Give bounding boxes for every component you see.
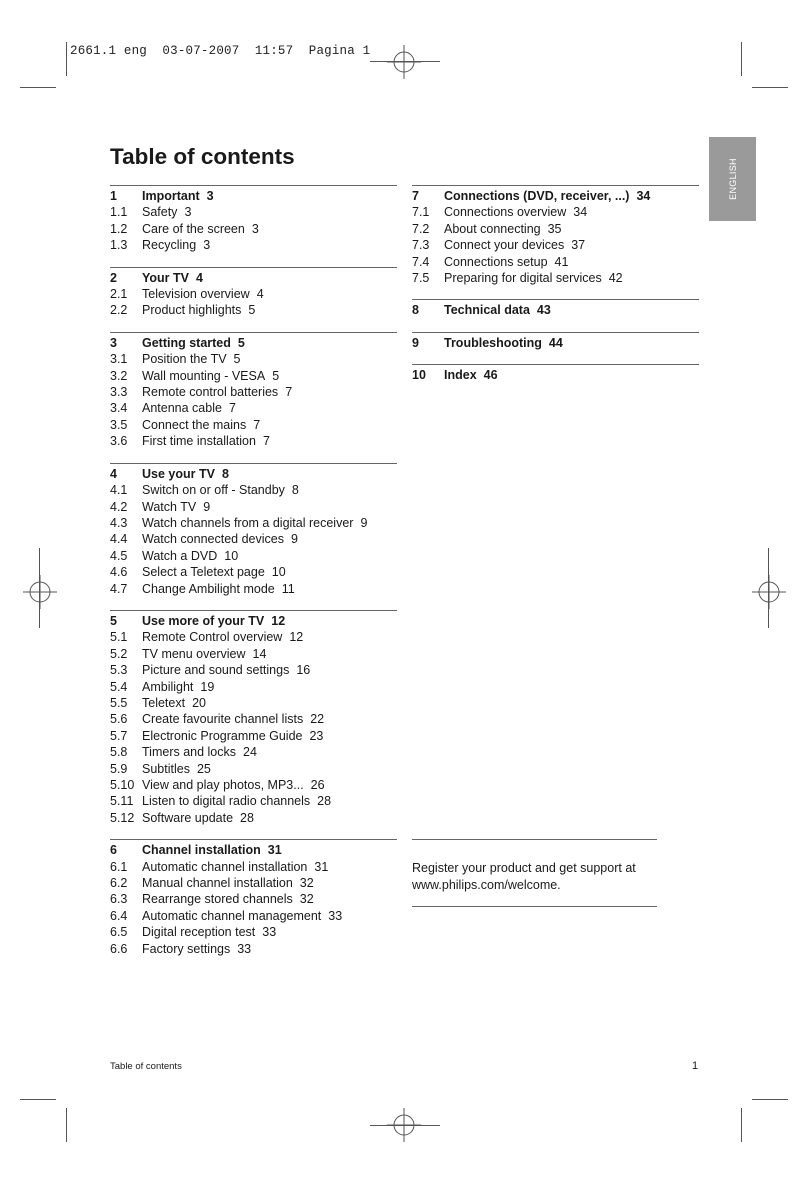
toc-item-number: 5.11 (110, 794, 134, 809)
toc-item-row[interactable] (110, 728, 397, 744)
toc-item-title: Watch channels from a digital receiver (142, 515, 354, 530)
toc-item-title: Timers and locks (142, 745, 237, 760)
toc-item-number: 3.5 (110, 417, 128, 432)
crop-mark (66, 1108, 67, 1142)
toc-item-page: 32 (299, 876, 314, 891)
toc-item-page: 9 (203, 499, 211, 514)
toc-item-page: 42 (608, 271, 623, 286)
toc-chapter-row[interactable] (110, 270, 397, 286)
toc-item-page: 34 (573, 205, 588, 220)
toc-item-number: 7.1 (412, 205, 430, 220)
toc-item-title: Create favourite channel lists (142, 712, 304, 727)
toc-item-page: 33 (262, 925, 277, 940)
toc-section (110, 332, 397, 450)
toc-item-page: 35 (547, 221, 562, 236)
toc-chapter-row[interactable] (110, 613, 397, 629)
toc-item-number: 7.3 (412, 238, 430, 253)
toc-item-page: 37 (571, 238, 586, 253)
toc-item-title: First time installation (142, 434, 256, 449)
toc-chapter-page: 44 (548, 335, 563, 350)
toc-chapter-number: 6 (110, 843, 117, 858)
toc-item-number: 6.5 (110, 925, 128, 940)
toc-item-row[interactable] (110, 629, 397, 645)
toc-item-title: Select a Teletext page (142, 565, 265, 580)
toc-section (412, 299, 699, 318)
toc-item-row[interactable] (110, 368, 397, 384)
toc-item-row[interactable] (110, 433, 397, 449)
toc-item-page: 9 (360, 515, 368, 530)
toc-item-page: 11 (281, 581, 295, 596)
toc-item-row[interactable] (110, 581, 397, 597)
toc-item-row[interactable] (412, 221, 699, 237)
toc-item-row[interactable] (110, 793, 397, 809)
toc-item-number: 4.7 (110, 581, 128, 596)
toc-item-number: 4.4 (110, 532, 128, 547)
toc-item-page: 3 (203, 238, 211, 253)
toc-chapter-title: Technical data (444, 303, 530, 318)
toc-item-row[interactable] (110, 417, 397, 433)
toc-item-number: 1.3 (110, 238, 128, 253)
toc-item-row[interactable] (110, 384, 397, 400)
toc-chapter-row[interactable] (412, 302, 699, 318)
toc-item-row[interactable] (110, 204, 397, 220)
toc-item-page: 7 (253, 417, 261, 432)
toc-item-page: 4 (256, 287, 264, 302)
toc-item-title: Automatic channel management (142, 908, 322, 923)
toc-item-page: 8 (291, 483, 299, 498)
toc-chapter-number: 3 (110, 335, 117, 350)
toc-item-number: 5.9 (110, 761, 128, 776)
toc-item-title: Connections overview (444, 205, 567, 220)
toc-item-row[interactable] (412, 254, 699, 270)
toc-chapter-page: 12 (271, 613, 286, 628)
toc-item-row[interactable] (110, 237, 397, 253)
toc-item-row[interactable] (110, 875, 397, 891)
toc-chapter-page: 4 (196, 270, 203, 285)
toc-item-page: 7 (285, 385, 293, 400)
toc-item-number: 4.5 (110, 548, 128, 563)
toc-item-page: 20 (192, 695, 206, 710)
toc-item-page: 9 (290, 532, 298, 547)
toc-item-number: 3.3 (110, 385, 128, 400)
toc-chapter-page: 34 (636, 189, 651, 203)
toc-item-title: Connect your devices (444, 238, 565, 253)
toc-item-title: Preparing for digital services (444, 271, 602, 286)
toc-item-page: 22 (310, 712, 325, 727)
toc-chapter-title: Important (142, 189, 200, 203)
toc-item-row[interactable] (110, 908, 397, 924)
toc-item-title: Watch a DVD (142, 548, 218, 563)
crop-mark (741, 42, 742, 76)
toc-chapter-title: Connections (DVD, receiver, ...) (444, 189, 630, 203)
registration-mark-icon (387, 45, 421, 79)
crop-mark (66, 42, 67, 76)
toc-item-title: Remote Control overview (142, 630, 283, 645)
toc-item-row[interactable] (412, 270, 699, 286)
toc-item-page: 10 (271, 565, 286, 580)
toc-item-page: 25 (196, 761, 211, 776)
toc-item-row[interactable] (110, 286, 397, 302)
toc-chapter-title: Troubleshooting (444, 335, 542, 350)
toc-section (110, 267, 397, 319)
toc-item-page: 12 (289, 630, 304, 645)
toc-item-number: 5.4 (110, 679, 128, 694)
crop-mark (768, 548, 769, 628)
toc-section (412, 364, 699, 383)
toc-chapter-title: Use your TV (142, 466, 215, 481)
toc-section (110, 610, 397, 826)
toc-chapter-page: 43 (536, 303, 551, 318)
toc-item-number: 6.4 (110, 908, 128, 923)
toc-item-number: 5.1 (110, 630, 128, 645)
toc-item-number: 6.3 (110, 892, 128, 907)
registration-mark-icon (23, 575, 57, 609)
toc-item-number: 4.3 (110, 515, 128, 530)
toc-item-number: 6.1 (110, 859, 128, 874)
crop-mark (20, 1099, 56, 1100)
toc-section (110, 185, 397, 254)
toc-chapter-page: 46 (483, 368, 498, 383)
toc-section (110, 463, 397, 597)
crop-mark (741, 1108, 742, 1142)
toc-item-title: Software update (142, 810, 234, 825)
toc-section (110, 839, 397, 957)
toc-item-title: Connect the mains (142, 417, 247, 432)
toc-item-number: 4.2 (110, 499, 128, 514)
toc-chapter-title: Your TV (142, 270, 189, 285)
toc-item-title: TV menu overview (142, 646, 246, 661)
toc-item-page: 14 (252, 646, 267, 661)
toc-item-number: 4.6 (110, 565, 128, 580)
toc-item-title: Television overview (142, 287, 250, 302)
toc-item-row[interactable] (412, 204, 699, 220)
toc-item-number: 2.1 (110, 287, 128, 302)
toc-chapter-page: 8 (221, 466, 229, 481)
toc-item-row[interactable] (110, 777, 397, 793)
toc-item-title: Manual channel installation (142, 876, 293, 891)
toc-item-row[interactable] (110, 744, 397, 760)
crop-mark (370, 61, 440, 62)
toc-item-title: Wall mounting - VESA (142, 368, 266, 383)
toc-item-number: 5.6 (110, 712, 128, 727)
toc-item-number: 3.2 (110, 368, 128, 383)
toc-item-row[interactable] (110, 761, 397, 777)
crop-mark (370, 1125, 440, 1126)
footer-section-name: Table of contents (110, 1061, 182, 1072)
toc-item-number: 5.3 (110, 663, 128, 678)
toc-item-page: 3 (251, 221, 259, 236)
toc-item-row[interactable] (110, 662, 397, 678)
footer-page-number: 1 (692, 1060, 699, 1072)
toc-item-title: Connections setup (444, 254, 548, 269)
toc-item-page: 26 (310, 778, 325, 792)
toc-item-page: 41 (554, 254, 569, 269)
toc-chapter-number: 1 (110, 189, 117, 203)
toc-item-row[interactable] (110, 646, 397, 662)
toc-item-number: 3.4 (110, 401, 128, 416)
toc-item-row[interactable] (110, 695, 397, 711)
toc-left-column (110, 185, 397, 970)
toc-item-title: Ambilight (142, 679, 194, 694)
toc-item-title: Automatic channel installation (142, 859, 308, 874)
toc-item-page: 5 (233, 352, 241, 367)
toc-item-number: 7.2 (412, 221, 430, 236)
toc-item-title: About connecting (444, 221, 541, 236)
toc-item-title: Safety (142, 205, 178, 220)
toc-item-title: Remote control batteries (142, 385, 279, 400)
toc-chapter-number: 4 (110, 466, 117, 481)
toc-item-page: 32 (299, 892, 314, 907)
crop-mark (752, 1099, 788, 1100)
toc-item-number: 5.2 (110, 646, 128, 661)
register-url: www.philips.com/welcome. (412, 877, 561, 892)
toc-item-number: 1.1 (110, 205, 128, 220)
toc-chapter-row[interactable] (110, 466, 397, 482)
toc-item-title: Antenna cable (142, 401, 222, 416)
toc-item-page: 24 (243, 745, 257, 760)
toc-item-number: 5.5 (110, 695, 128, 710)
toc-chapter-row[interactable] (412, 188, 699, 204)
toc-item-page: 33 (237, 941, 252, 956)
toc-item-page: 5 (272, 368, 280, 383)
toc-chapter-row[interactable] (110, 842, 397, 858)
toc-item-row[interactable] (110, 400, 397, 416)
print-header: 2661.1 eng 03-07-2007 11:57 Pagina 1 (70, 44, 371, 58)
toc-item-row[interactable] (110, 810, 397, 826)
toc-item-row[interactable] (110, 711, 397, 727)
toc-item-number: 5.8 (110, 745, 128, 760)
toc-item-title: Switch on or off - Standby (142, 483, 285, 498)
toc-item-row[interactable] (110, 859, 397, 875)
toc-chapter-number: 10 (412, 368, 426, 383)
page-title: Table of contents (110, 144, 295, 169)
toc-chapter-row[interactable] (110, 188, 397, 204)
toc-item-title: Subtitles (142, 761, 190, 776)
toc-item-row[interactable] (110, 302, 397, 318)
toc-item-title: Teletext (142, 695, 186, 710)
toc-item-title: Rearrange stored channels (142, 892, 293, 907)
toc-item-row[interactable] (110, 941, 397, 957)
toc-item-number: 2.2 (110, 303, 128, 318)
toc-chapter-title: Getting started (142, 335, 231, 350)
toc-item-title: Change Ambilight mode (142, 581, 275, 596)
toc-chapter-number: 7 (412, 189, 419, 203)
toc-chapter-number: 2 (110, 270, 117, 285)
toc-item-page: 7 (228, 401, 236, 416)
toc-item-page: 16 (296, 663, 311, 678)
toc-item-row[interactable] (110, 531, 397, 547)
toc-item-page: 33 (328, 908, 343, 923)
toc-item-number: 5.12 (110, 810, 135, 825)
toc-chapter-title: Index (444, 368, 477, 383)
toc-item-number: 5.7 (110, 728, 128, 743)
toc-item-number: 5.10 (110, 778, 135, 792)
toc-section (412, 185, 699, 286)
toc-chapter-number: 8 (412, 303, 419, 318)
toc-item-title: Watch connected devices (142, 532, 284, 547)
toc-chapter-title: Use more of your TV (142, 613, 265, 628)
toc-item-page: 10 (224, 548, 239, 563)
toc-chapter-number: 9 (412, 335, 419, 350)
language-tab (709, 137, 756, 221)
toc-chapter-page: 31 (267, 843, 282, 858)
toc-item-row[interactable] (110, 924, 397, 940)
toc-item-number: 4.1 (110, 483, 128, 498)
toc-chapter-row[interactable] (412, 335, 699, 351)
toc-item-page: 23 (309, 728, 324, 743)
toc-item-title: Listen to digital radio channels (142, 794, 311, 809)
toc-item-title: View and play photos, MP3... (142, 778, 304, 792)
toc-item-number: 3.6 (110, 434, 128, 449)
toc-item-number: 6.2 (110, 876, 128, 891)
register-text: Register your product and get support at (412, 861, 636, 875)
toc-chapter-number: 5 (110, 613, 117, 628)
toc-item-row[interactable] (110, 515, 397, 531)
toc-item-row[interactable] (110, 499, 397, 515)
toc-item-title: Watch TV (142, 499, 197, 514)
toc-section (412, 332, 699, 351)
toc-item-title: Product highlights (142, 303, 242, 318)
toc-item-title: Recycling (142, 238, 197, 253)
language-tab-label: ENGLISH (727, 158, 738, 200)
toc-item-page: 3 (184, 205, 192, 220)
toc-item-title: Electronic Programme Guide (142, 728, 303, 743)
toc-item-title: Picture and sound settings (142, 663, 290, 678)
toc-chapter-title: Channel installation (142, 843, 261, 858)
toc-item-page: 31 (314, 859, 329, 874)
crop-mark (39, 548, 40, 628)
toc-chapter-row[interactable] (110, 335, 397, 351)
toc-chapter-page: 5 (237, 335, 245, 350)
toc-item-title: Digital reception test (142, 925, 256, 940)
toc-right-column (412, 185, 699, 397)
toc-item-title: Factory settings (142, 941, 231, 956)
toc-item-row[interactable] (110, 564, 397, 580)
toc-item-row[interactable] (110, 351, 397, 367)
toc-chapter-page: 3 (206, 189, 214, 203)
crop-mark (20, 87, 56, 88)
register-box (412, 839, 657, 907)
toc-item-title: Care of the screen (142, 221, 245, 236)
toc-item-number: 3.1 (110, 352, 128, 367)
toc-item-page: 28 (240, 810, 254, 825)
toc-item-row[interactable] (110, 548, 397, 564)
registration-mark-icon (752, 575, 786, 609)
toc-item-row[interactable] (110, 679, 397, 695)
toc-item-row[interactable] (412, 237, 699, 253)
toc-item-page: 7 (262, 434, 270, 449)
toc-item-row[interactable] (110, 891, 397, 907)
toc-item-number: 7.4 (412, 254, 430, 269)
toc-item-number: 6.6 (110, 941, 128, 956)
toc-item-page: 5 (248, 303, 256, 318)
toc-item-page: 28 (317, 794, 332, 809)
toc-item-page: 19 (200, 679, 215, 694)
toc-item-row[interactable] (110, 221, 397, 237)
toc-item-title: Position the TV (142, 352, 227, 367)
toc-item-number: 1.2 (110, 221, 128, 236)
toc-item-number: 7.5 (412, 271, 430, 286)
toc-chapter-row[interactable] (412, 367, 699, 383)
toc-item-row[interactable] (110, 482, 397, 498)
crop-mark (752, 87, 788, 88)
